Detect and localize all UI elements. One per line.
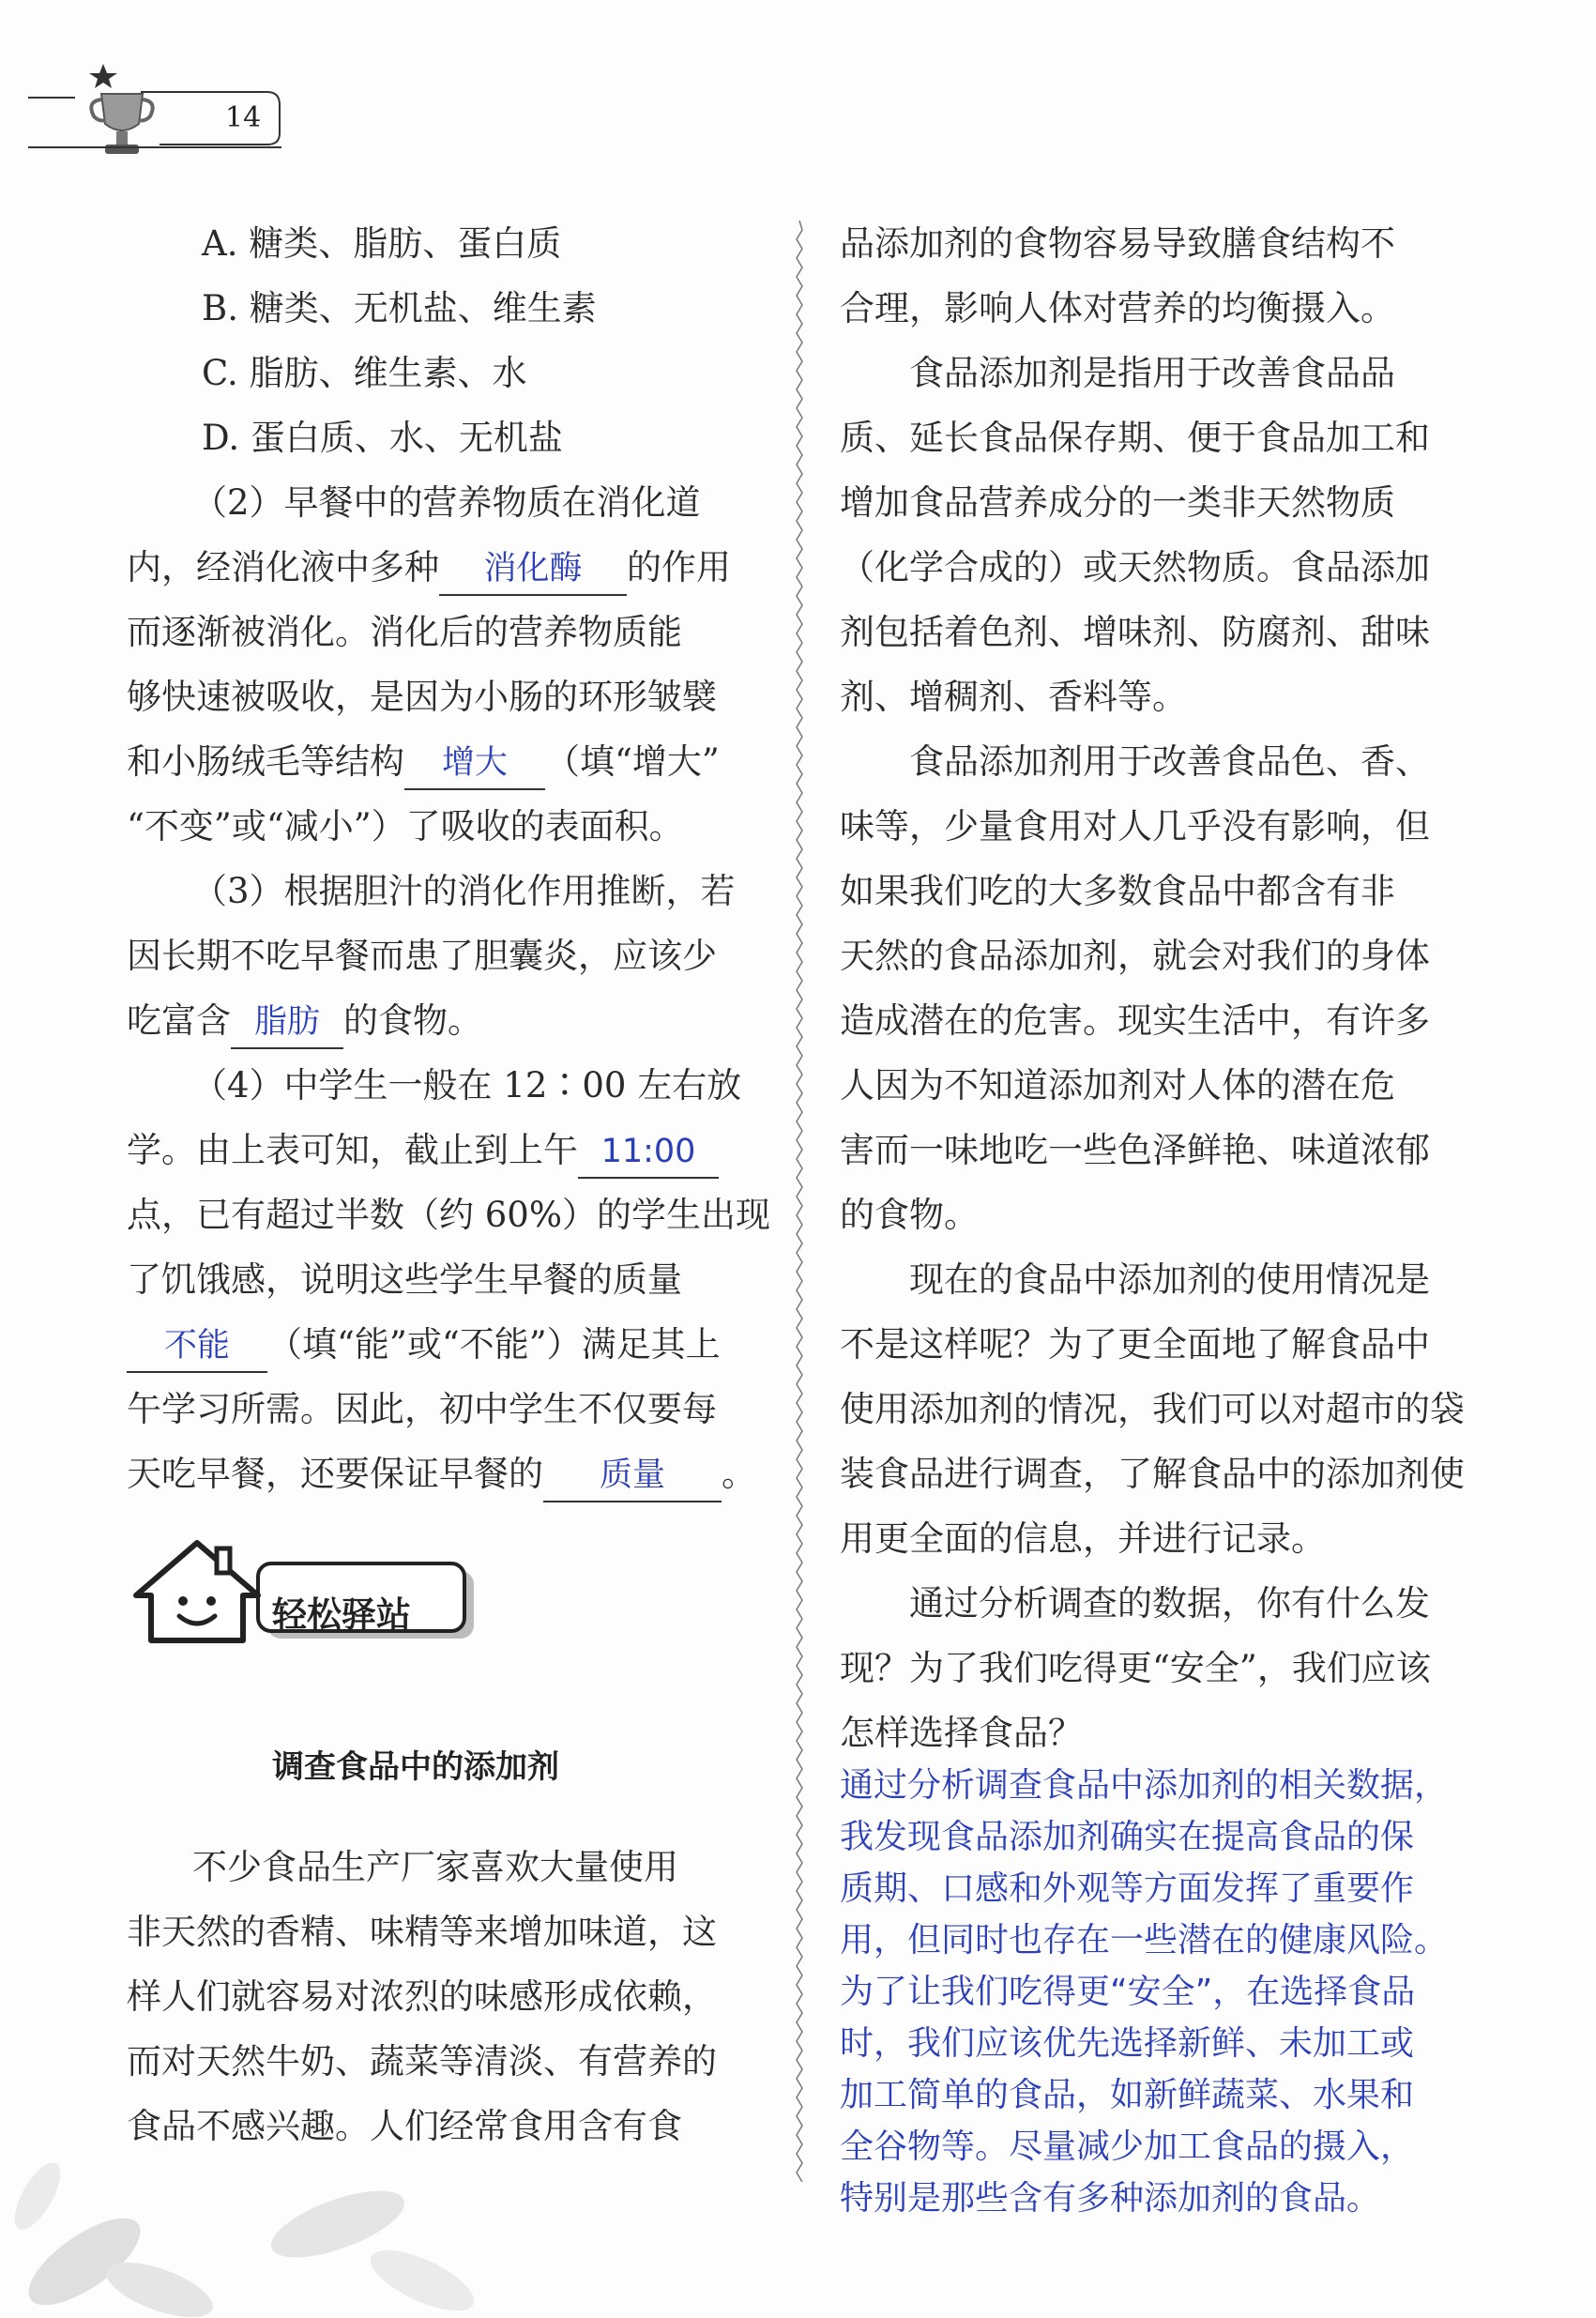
q2-line: 够快速被吸收，是因为小肠的环形皱襞 xyxy=(127,677,717,717)
para-line: 而对天然牛奶、蔬菜等清淡、有营养的 xyxy=(127,2041,717,2082)
option-d: D. 蛋白质、水、无机盐 xyxy=(202,418,563,458)
right-text-line: 天然的食品添加剂，就会对我们的身体 xyxy=(840,936,1430,976)
right-text-line: 合理，影响人体对营养的均衡摄入。 xyxy=(840,288,1395,328)
left-column xyxy=(127,211,770,1506)
q2-line: 而逐渐被消化。消化后的营养物质能 xyxy=(127,612,682,652)
answer-line: 时，我们应该优先选择新鲜、未加工或 xyxy=(840,2024,1415,2063)
q3-line: 因长期不吃早餐而患了胆囊炎，应该少 xyxy=(127,936,717,976)
right-text-line: 造成潜在的危害。现实生活中，有许多 xyxy=(840,1000,1430,1041)
right-text-line: （化学合成的）或天然物质。食品添加 xyxy=(840,547,1430,587)
badge-label: 轻松驿站 xyxy=(272,1594,411,1635)
q2-text: （填“增大” xyxy=(545,741,720,782)
q4-text: （填“能”或“不能”）满足其上 xyxy=(267,1324,721,1365)
answer-blank: 11:00 xyxy=(578,1126,719,1179)
q4-text: 学。由上表可知，截止到上午 xyxy=(127,1130,578,1170)
q4-text: 。 xyxy=(722,1454,756,1494)
right-text-line: 使用添加剂的情况，我们可以对超市的袋 xyxy=(840,1389,1465,1429)
q4-line: 午学习所需。因此，初中学生不仅要每 xyxy=(127,1389,717,1429)
right-text-line: 通过分析调查的数据，你有什么发 xyxy=(840,1583,1430,1624)
right-text-line: 装食品进行调查，了解食品中的添加剂使 xyxy=(840,1454,1465,1494)
answer-line: 通过分析调查食品中添加剂的相关数据， xyxy=(840,1766,1449,1805)
answer-line: 特别是那些含有多种添加剂的食品。 xyxy=(840,2179,1381,2218)
answer-blank: 脂肪 xyxy=(231,997,343,1049)
page-number: 14 xyxy=(225,101,262,134)
right-text-line: 剂、增稠剂、香料等。 xyxy=(840,677,1187,717)
right-text-line: 现在的食品中添加剂的使用情况是 xyxy=(840,1259,1430,1300)
answer-blank: 增大 xyxy=(404,738,545,790)
section-title: 调查食品中的添加剂 xyxy=(272,1748,559,1786)
q2-text: 的作用 xyxy=(627,547,731,587)
answer-line: 用，但同时也存在一些潜在的健康风险。 xyxy=(840,1921,1449,1960)
q4-line: 点，已有超过半数（约 60%）的学生出现 xyxy=(127,1195,770,1235)
right-text-line: 害而一味地吃一些色泽鲜艳、味道浓郁 xyxy=(840,1130,1430,1170)
column-divider xyxy=(796,221,803,2182)
q4-line: 了饥饿感，说明这些学生早餐的质量 xyxy=(127,1259,682,1300)
option-b: B. 糖类、无机盐、维生素 xyxy=(202,288,597,328)
answer-line: 加工简单的食品，如新鲜蔬菜、水果和 xyxy=(840,2076,1415,2114)
answer-line: 我发现食品添加剂确实在提高食品的保 xyxy=(840,1818,1415,1856)
answer-blank: 消化酶 xyxy=(439,543,627,596)
answer-blank: 质量 xyxy=(543,1450,722,1502)
q3-line: （3）根据胆汁的消化作用推断，若 xyxy=(192,871,736,911)
handwritten-answer xyxy=(840,1760,1515,2224)
q2-line xyxy=(127,535,755,600)
q4-line xyxy=(127,1312,755,1377)
intro-paragraph xyxy=(127,1835,755,2158)
right-text-line: 增加食品营养成分的一类非天然物质 xyxy=(840,482,1395,523)
right-text-line: 人因为不知道添加剂对人体的潜在危 xyxy=(840,1065,1395,1106)
answer-line: 为了让我们吃得更“安全”，在选择食品 xyxy=(840,1973,1416,2011)
right-column xyxy=(840,211,1478,1765)
para-line: 不少食品生产厂家喜欢大量使用 xyxy=(192,1847,678,1887)
right-text-line: 怎样选择食品？ xyxy=(840,1713,1083,1753)
q4-line xyxy=(127,1118,755,1182)
answer-line: 全谷物等。尽量减少加工食品的摄入， xyxy=(840,2127,1415,2166)
right-text-line: 食品添加剂用于改善食品色、香、 xyxy=(840,741,1430,782)
para-line: 食品不感兴趣。人们经常食用含有食 xyxy=(127,2106,682,2146)
option-c: C. 脂肪、维生素、水 xyxy=(202,353,527,393)
right-text-line: 质、延长食品保存期、便于食品加工和 xyxy=(840,418,1430,458)
right-text-line: 味等，少量食用对人几乎没有影响，但 xyxy=(840,806,1430,846)
answer-line: 质期、口感和外观等方面发挥了重要作 xyxy=(840,1869,1415,1908)
right-text-line: 现？为了我们吃得更“安全”，我们应该 xyxy=(840,1648,1431,1688)
right-text-line: 品添加剂的食物容易导致膳食结构不 xyxy=(840,223,1395,264)
q4-line: （4）中学生一般在 12∶00 左右放 xyxy=(192,1065,742,1106)
right-text-line: 不是这样呢？为了更全面地了解食品中 xyxy=(840,1324,1430,1365)
header-rule xyxy=(28,146,281,148)
right-text-line: 如果我们吃的大多数食品中都含有非 xyxy=(840,871,1395,911)
q2-text: 内，经消化液中多种 xyxy=(127,547,439,587)
para-line: 样人们就容易对浓烈的味感形成依赖， xyxy=(127,1976,717,2017)
q4-text: 天吃早餐，还要保证早餐的 xyxy=(127,1454,543,1494)
q2-line xyxy=(127,729,755,794)
right-text-line: 食品添加剂是指用于改善食品品 xyxy=(840,353,1395,393)
q3-text: 的食物。 xyxy=(343,1000,482,1041)
q4-line xyxy=(127,1441,755,1506)
q2-text: 和小肠绒毛等结构 xyxy=(127,741,404,782)
right-text-line: 的食物。 xyxy=(840,1195,979,1235)
answer-blank: 不能 xyxy=(127,1320,267,1373)
right-text-line: 剂包括着色剂、增味剂、防腐剂、甜味 xyxy=(840,612,1430,652)
q3-text: 吃富含 xyxy=(127,1000,231,1041)
right-text-line: 用更全面的信息，并进行记录。 xyxy=(840,1518,1326,1559)
q3-line xyxy=(127,988,755,1053)
q2-line: （2）早餐中的营养物质在消化道 xyxy=(192,482,701,523)
leaf-decoration xyxy=(0,2140,488,2318)
para-line: 非天然的香精、味精等来增加味道，这 xyxy=(127,1912,717,1952)
option-a: A. 糖类、脂肪、蛋白质 xyxy=(202,223,562,264)
q2-line: “不变”或“减小”）了吸收的表面积。 xyxy=(127,806,684,846)
